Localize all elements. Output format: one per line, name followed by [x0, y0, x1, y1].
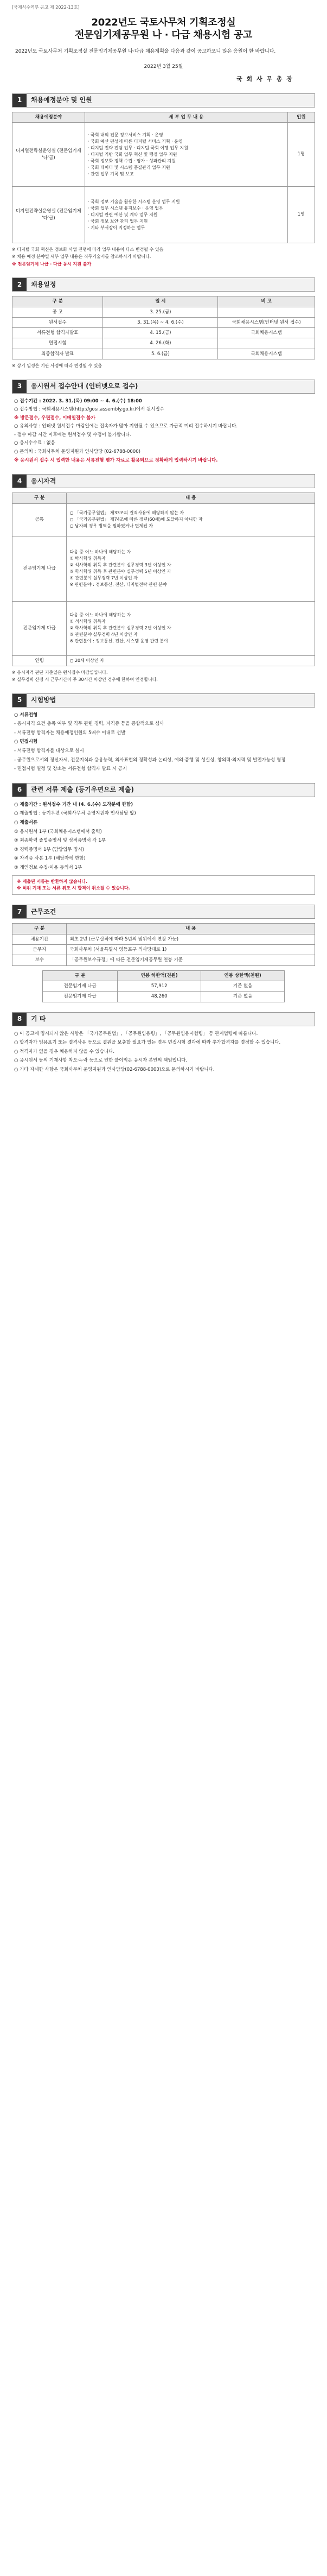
table-header: 인원 — [287, 112, 315, 122]
section-title: 채용예정분야 및 인원 — [27, 94, 315, 107]
schedule-note — [218, 307, 315, 317]
etc-line: ○ 이 공고에 명시되지 않은 사항은 「국가공무원법」, 「공무원임용령」, 「공무원임용시험령」 등 관계법령에 따릅니다. — [14, 1031, 258, 1037]
section-header — [12, 1012, 315, 1026]
section-header — [12, 783, 315, 797]
position-duties: · 국회 정보 기술을 활용한 시스템 운영 업무 지원 · 국회 업무 시스템 유지보수 · 운영 업무 · 디지털 관련 예산 및 계약 업무 지원 · 국회 정보 보안 관리 업무 지원 · 기타 부서장이 지정하는 업무 — [85, 187, 287, 243]
title-line-2: 전문임기제공무원 나 · 다급 채용시험 공고 — [75, 29, 252, 41]
application-contact: ○ 문의처 : 국회사무처 운영지원과 인사담당 (02-6788-0000) — [14, 449, 140, 455]
qualification-table — [12, 493, 315, 666]
table-row — [12, 503, 315, 536]
schedule-date: 4. 15.(금) — [103, 328, 218, 338]
application-fee: ○ 응시수수료 : 없음 — [14, 440, 55, 446]
section-number: 1 — [12, 94, 27, 107]
schedule-date: 3. 25.(금) — [103, 307, 218, 317]
announcement-number: [국제식수역부 공고 제 2022-13호] — [12, 5, 80, 10]
section-number: 4 — [12, 475, 27, 488]
section-header — [12, 474, 315, 488]
documents-line: ④ 자격증 사본 1부 (해당자에 한함) — [14, 856, 86, 862]
schedule-step: 서류전형 합격자발표 — [12, 328, 103, 338]
note-line: ※ 실무경력 산정 시 근무시간이 주 30시간 이상인 경우에 한하여 인정합니다. — [12, 677, 158, 683]
note-line: ※ 디지털 국회 혁신은 정보화 사업 진행에 따라 업무 내용이 다소 변경될 수 있음 — [12, 247, 164, 252]
schedule-date: 5. 6.(금) — [103, 349, 218, 359]
title-line-1: 2022년도 국토사무처 기획조정실 — [91, 16, 236, 28]
schedule-table — [12, 296, 315, 359]
note-line: ※ 허위 기재 또는 서류 위조 시 합격이 취소될 수 있습니다. — [17, 885, 130, 891]
qualification-da: 다음 중 어느 하나에 해당하는 자 ① 석사학위 취득자 ② 학사학위 취득 후 관련분야 실무경력 2년 이상인 자 ③ 관련분야 실무경력 4년 이상인 자 ※ 관련분야 : 정보통신, 전산, 시스템 운영 관련 분야 — [67, 601, 315, 655]
table-row — [42, 992, 284, 1002]
section-title: 관련 서류 제출 (등기우편으로 제출) — [27, 784, 315, 797]
method-info — [14, 712, 313, 773]
schedule-note: 국회채용시스템 — [218, 349, 315, 359]
qualification-age: ○ 20세 이상인 자 — [67, 655, 315, 666]
documents-line: ○ 제출기간 : 원서접수 기간 내 (4. 6.(수) 도착분에 한함) — [14, 801, 133, 807]
qualification-label: 전문임기제 다급 — [12, 601, 67, 655]
schedule-date: 3. 31.(목) ~ 4. 6.(수) — [103, 317, 218, 327]
documents-line: ② 최종학력 졸업증명서 및 성적증명서 각 1부 — [14, 838, 106, 844]
section-title: 응시원서 접수안내 (인터넷으로 접수) — [27, 380, 315, 393]
table-header: 구 분 — [12, 924, 67, 934]
application-period: ○ 접수기간 : 2022. 3. 31.(목) 09:00 ~ 4. 6.(수) 18:00 — [14, 398, 142, 404]
section-number: 8 — [12, 1013, 27, 1026]
section-title: 기 타 — [27, 1013, 315, 1026]
etc-info — [14, 1031, 313, 1074]
section-title: 응시자격 — [27, 475, 315, 488]
section-header — [12, 277, 315, 292]
section-title: 근무조건 — [27, 905, 315, 918]
documents-line: ③ 경력증명서 1부 (담당업무 명시) — [14, 847, 85, 853]
table-header: 연봉 하한액(천원) — [118, 970, 201, 981]
table-row — [12, 123, 315, 187]
table-row — [12, 955, 315, 965]
method-line: - 응시자격 요건 충족 여부 및 직무 관련 경력, 자격증 등을 종합적으로 심사 — [14, 721, 164, 727]
table-header: 구 분 — [12, 493, 67, 503]
position-count: 1명 — [287, 123, 315, 187]
table-row — [12, 934, 315, 944]
schedule-date: 4. 26.(화) — [103, 338, 218, 349]
work-conditions-table — [12, 923, 315, 965]
note-line: ※ 전문임기제 나급 · 다급 동시 지원 불가 — [12, 261, 92, 267]
pay-min: 57,912 — [118, 981, 201, 991]
schedule-step: 원서접수 — [12, 317, 103, 327]
application-info — [14, 398, 313, 465]
qualification-na: 다음 중 어느 하나에 해당하는 자 ① 박사학위 취득자 ② 석사학위 취득 후 관련분야 실무경력 3년 이상인 자 ③ 학사학위 취득 후 관련분야 실무경력 5년 이상인 자 ④ 관련분야 실무경력 7년 이상인 자 ※ 관련분야 : 정보통신, 전산, 디지털전략 관련 분야 — [67, 536, 315, 601]
note-line: ※ 채용 예정 분야별 세부 업무 내용은 직무기술서를 참조하시기 바랍니다. — [12, 254, 151, 260]
schedule-note — [218, 338, 315, 349]
method-line: ○ 서류전형 — [14, 712, 38, 718]
work-label: 근무지 — [12, 944, 67, 955]
documents-info — [14, 801, 313, 872]
schedule-step: 최종합격자 발표 — [12, 349, 103, 359]
section-number: 5 — [12, 694, 27, 707]
work-value: 「공무원보수규정」에 따른 전문임기제공무원 연봉 기준 — [67, 955, 315, 965]
pay-table — [42, 970, 285, 1002]
work-value: 최초 2년 (근무실적에 따라 5년의 범위에서 연장 가능) — [67, 934, 315, 944]
method-line: - 공무원으로서의 정신자세, 전문지식과 응용능력, 의사표현의 정확성과 논리성, 예의·품행 및 성실성, 창의력·의지력 및 발전가능성 평정 — [14, 757, 286, 763]
etc-line: ○ 적격자가 없을 경우 채용하지 않을 수 있습니다. — [14, 1049, 115, 1055]
page-title — [12, 16, 315, 42]
section-number: 7 — [12, 905, 27, 918]
application-restriction: ※ 방문접수, 우편접수, 이메일접수 불가 — [14, 415, 95, 421]
documents-line: ① 응시원서 1부 (국회채용시스템에서 출력) — [14, 829, 102, 835]
method-line: - 면접시험 일정 및 장소는 서류전형 합격자 발표 시 공지 — [14, 766, 127, 772]
qualification-label: 전문임기제 나급 — [12, 536, 67, 601]
table-row — [12, 536, 315, 601]
table-row — [12, 349, 315, 359]
section-header — [12, 380, 315, 394]
table-row — [12, 317, 315, 327]
section-header — [12, 693, 315, 708]
qualification-common: ○ 「국가공무원법」 제33조의 결격사유에 해당하지 않는 자 ○ 「국가공무원법」 제74조에 따른 정년(60세)에 도달하지 아니한 자 ○ 남자의 경우 병역을 필하였거나 면제된 자 — [67, 503, 315, 536]
application-method: ○ 접수방법 : 국회채용시스템(http://gosi.assembly.go.kr)에서 원서접수 — [14, 407, 164, 413]
table-header: 비 고 — [218, 296, 315, 307]
note-line: ※ 응시자격 판단 기준일은 원서접수 마감일입니다. — [12, 670, 108, 675]
table-row — [42, 981, 284, 991]
documents-line: ○ 제출방법 : 등기우편 (국회사무처 운영지원과 인사담당 앞) — [14, 811, 136, 817]
section-title: 채용일정 — [27, 278, 315, 291]
qualification-notes — [12, 670, 315, 684]
table-header: 일 시 — [103, 296, 218, 307]
table-row — [12, 944, 315, 955]
qualification-label: 공통 — [12, 503, 67, 536]
table-header: 채용예정분야 — [12, 112, 85, 122]
work-value: 국회사무처 (서울특별시 영등포구 의사당대로 1) — [67, 944, 315, 955]
schedule-note: 국회채용시스템(인터넷 원서 접수) — [218, 317, 315, 327]
pay-max: 기준 없음 — [201, 981, 285, 991]
positions-notes — [12, 247, 315, 268]
position-field: 디지털전략실운영실 (전문임기제 '나'급) — [12, 123, 85, 187]
table-row — [12, 187, 315, 243]
method-line: ○ 면접시험 — [14, 739, 38, 745]
table-row — [12, 307, 315, 317]
position-field: 디지털전략실운영실 (전문임기제 '다'급) — [12, 187, 85, 243]
schedule-note-text: ※ 상기 일정은 기관 사정에 따라 변경될 수 있음 — [12, 363, 102, 369]
etc-line: ○ 응시원서 등의 기재사항 착오·누락 등으로 인한 불이익은 응시자 본인의 책임입니다. — [14, 1058, 188, 1064]
table-row — [12, 338, 315, 349]
table-row — [12, 328, 315, 338]
pay-max: 기준 없음 — [201, 992, 285, 1002]
table-header: 내 용 — [67, 493, 315, 503]
table-header: 내 용 — [67, 924, 315, 934]
issuer: 국 회 사 무 총 장 — [236, 75, 293, 83]
documents-line: ⑤ 개인정보 수집·이용 동의서 1부 — [14, 864, 82, 870]
application-caution: - 접수 마감 시간 이후에는 원서접수 및 수정이 불가합니다. — [14, 432, 132, 438]
work-label: 보수 — [12, 955, 67, 965]
method-line: - 서류전형 합격자를 대상으로 실시 — [14, 748, 84, 754]
table-header: 세 부 업 무 내 용 — [85, 112, 287, 122]
section-number: 6 — [12, 784, 27, 797]
table-header: 구 분 — [12, 296, 103, 307]
intro-text: 2022년도 국토사무처 기획조정실 전문임기제공무원 나·다급 채용계획을 다음과 같이 공고하오니 많은 응원이 한 바랍니다. — [15, 49, 276, 55]
section-header — [12, 93, 315, 108]
section-number: 2 — [12, 278, 27, 291]
pay-min: 48,260 — [118, 992, 201, 1002]
schedule-note: 국회채용시스템 — [218, 328, 315, 338]
documents-notes-box — [12, 875, 315, 895]
etc-line: ○ 합격자가 임용포기 또는 결격사유 등으로 결원을 보충할 필요가 있는 경우 면접시험 결과에 따라 추가합격자를 결정할 수 있습니다. — [14, 1040, 281, 1046]
table-header: 연봉 상한액(천원) — [201, 970, 285, 981]
section-number: 3 — [12, 380, 27, 393]
table-row — [12, 601, 315, 655]
announcement-date: 2022년 3월 25일 — [144, 64, 183, 70]
pay-level: 전문임기제 다급 — [42, 992, 117, 1002]
etc-line: ○ 기타 자세한 사항은 국회사무처 운영지원과 인사담당(02-6788-0000)으로 문의하시기 바랍니다. — [14, 1066, 215, 1072]
qualification-label: 연령 — [12, 655, 67, 666]
application-highlight: ※ 응시원서 접수 시 입력한 내용은 서류전형 평가 자료로 활용되므로 정확하게 입력하시기 바랍니다. — [14, 457, 218, 463]
section-header — [12, 905, 315, 919]
position-duties: · 국회 내외 전문 정보서비스 기획 · 운영 · 국회 예산 편성에 따른 디지털 서비스 기획 · 운영 · 디지털 전략 전담 업무 · 디지털 국회 이행 업무 지원 · 디지털 기반 국회 업무 혁신 및 행정 업무 지원 · 국회 정보화 정책 수립 · 평가 · 성과관리 지원 · 국회 데이터 및 시스템 품질관리 업무 지원 · 관련 업무 기록 및 보고 — [85, 123, 287, 187]
positions-table — [12, 112, 315, 243]
schedule-step: 공 고 — [12, 307, 103, 317]
documents-line: ○ 제출서류 — [14, 820, 38, 825]
application-caution: ○ 유의사항 : 인터넷 원서접수 마감일에는 접속자가 많아 지연될 수 있으므로 가급적 미리 접수하시기 바랍니다. — [14, 424, 238, 430]
position-count: 1명 — [287, 187, 315, 243]
note-line: ※ 제출된 서류는 반환하지 않습니다. — [17, 879, 88, 884]
work-label: 채용기간 — [12, 934, 67, 944]
section-title: 시험방법 — [27, 694, 315, 707]
table-row — [12, 655, 315, 666]
schedule-step: 면접시험 — [12, 338, 103, 349]
table-header: 구 분 — [42, 970, 117, 981]
pay-level: 전문임기제 나급 — [42, 981, 117, 991]
method-line: - 서류전형 합격자는 채용예정인원의 5배수 이내로 선발 — [14, 730, 126, 736]
